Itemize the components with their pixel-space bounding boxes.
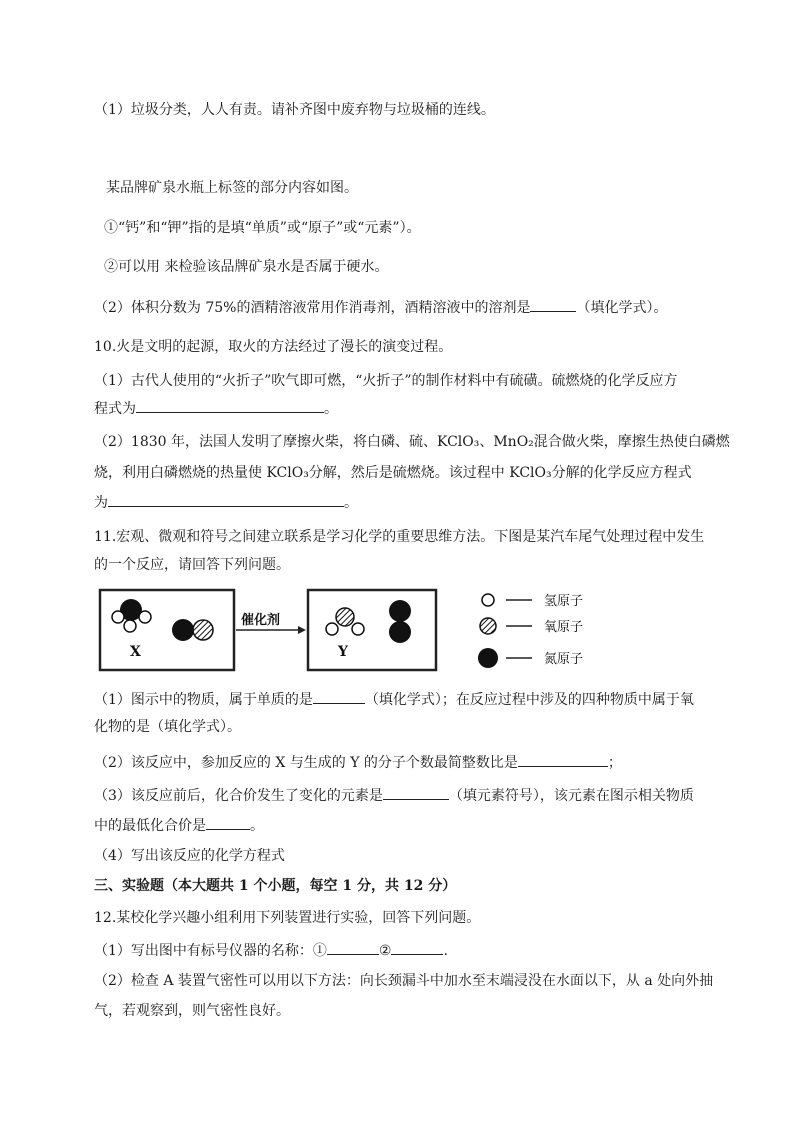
q10-part2-line3 <box>94 492 714 513</box>
q11-part2 <box>94 752 714 773</box>
answer-blank[interactable] <box>136 398 324 413</box>
box-label-y: Y <box>338 644 348 660</box>
hydrogen-atom <box>124 620 136 632</box>
reactant-box <box>100 590 234 670</box>
q9-part2-suffix: （填化学式）。 <box>576 300 668 316</box>
q10-part1-end: 。 <box>324 401 338 417</box>
q11-part3-text: （3）该反应前后，化合价发生了变化的元素是 <box>94 788 383 804</box>
q9-sub1: ①“钙”和“钾”指的是填“单质”或“原子”或“元素”）。 <box>104 220 421 236</box>
answer-blank[interactable] <box>383 785 449 800</box>
q10-part1-line1: （1）古代人使用的“火折子”吹气即可燃，“火折子”的制作材料中有硫磺。硫燃烧的化学反应方 <box>94 373 678 389</box>
q11-part3-end: 。 <box>250 818 264 834</box>
nitrogen-atom <box>172 619 194 641</box>
q10-part2-text: 为 <box>94 495 108 511</box>
hydrogen-atom <box>112 611 124 623</box>
answer-blank[interactable] <box>391 940 443 955</box>
arrow-head <box>298 626 306 634</box>
oxygen-atom <box>336 608 354 626</box>
q11-part3-suffix: （填元素符号），该元素在图示相关物质 <box>448 788 694 804</box>
q12-part2-line1: （2）检查 A 装置气密性可以用以下方法：向长颈漏斗中加水至末端浸没在水面以下，从 a 处向外抽 <box>94 973 714 989</box>
answer-blank[interactable] <box>327 940 379 955</box>
section-heading: 三、实验题（本大题共 1 个小题，每空 1 分，共 12 分） <box>94 878 457 894</box>
answer-blank[interactable] <box>108 492 344 507</box>
hydrogen-atom <box>326 623 338 635</box>
q12-stem: 12.某校化学兴趣小组利用下列装置进行实验，回答下列问题。 <box>94 910 481 926</box>
q9-part1: （1）垃圾分类，人人有责。请补齐图中废弃物与垃圾桶的连线。 <box>94 102 495 118</box>
q11-part1-suffix: （填化学式）；在反应过程中涉及的四种物质中属于氧 <box>364 692 694 708</box>
legend-hydrogen-icon <box>482 594 494 606</box>
q11-part1-text: （1）图示中的物质，属于单质的是 <box>94 692 313 708</box>
q11-part4: （4）写出该反应的化学方程式 <box>94 848 285 864</box>
answer-blank[interactable] <box>206 815 250 830</box>
q11-part3-text2: 中的最低化合价是 <box>94 818 206 834</box>
answer-blank[interactable] <box>530 297 576 312</box>
q11-part2-text: （2）该反应中，参加反应的 X 与生成的 Y 的分子个数最简整数比是 <box>94 755 518 771</box>
answer-blank[interactable] <box>313 689 365 704</box>
catalyst-label: 催化剂 <box>241 613 281 628</box>
q10-part2-line2: 烧，利用白磷燃烧的热量使 KClO₃分解，然后是硫燃烧。该过程中 KClO₃分解的化学反应方程式 <box>94 465 692 481</box>
q11-stem-line1: 11.宏观、微观和符号之间建立联系是学习化学的重要思维方法。下图是某汽车尾气处理过程中发生 <box>94 529 705 545</box>
q9-label-intro: 某品牌矿泉水瓶上标签的部分内容如图。 <box>106 180 358 196</box>
q12-part1-end: . <box>443 943 448 959</box>
q10-part1-text: 程式为 <box>94 401 136 417</box>
q12-part1 <box>94 940 714 961</box>
hydrogen-atom <box>352 623 364 635</box>
answer-blank[interactable] <box>518 752 608 767</box>
q9-part2-text: （2）体积分数为 75%的酒精溶液常用作消毒剂，酒精溶液中的溶剂是 <box>94 300 531 316</box>
q10-part2-line1: （2）1830 年，法国人发明了摩擦火柴，将白磷、硫、KClO₃、MnO₂混合做火柴，摩擦生热使白磷燃 <box>94 434 730 450</box>
q9-part2 <box>94 297 714 318</box>
oxygen-atom <box>193 620 213 640</box>
q12-part1-text: （1）写出图中有标号仪器的名称：① <box>94 943 327 959</box>
q11-part1-line2: 化物的是（填化学式）。 <box>94 719 241 735</box>
legend-nitrogen-label: 氮原子 <box>544 652 584 667</box>
q10-stem: 10.火是文明的起源，取火的方法经过了漫长的演变过程。 <box>94 339 453 355</box>
legend-nitrogen-icon <box>478 648 498 668</box>
legend-hydrogen-label: 氢原子 <box>544 594 584 609</box>
q11-part3-line2 <box>94 815 714 836</box>
q11-part3-line1 <box>94 785 714 806</box>
q12-part1-mark2: ② <box>378 943 392 959</box>
nitrogen-atom <box>389 621 411 643</box>
q11-part1-line1 <box>94 689 714 710</box>
q12-part2-line2: 气，若观察到，则气密性良好。 <box>94 1003 290 1019</box>
legend-oxygen-label: 氧原子 <box>544 620 584 635</box>
q9-sub2: ②可以用 来检验该品牌矿泉水是否属于硬水。 <box>104 259 389 275</box>
box-label-x: X <box>130 644 141 660</box>
nitrogen-atom <box>389 600 411 622</box>
q11-part2-end: ； <box>607 755 622 771</box>
reaction-diagram <box>96 586 616 674</box>
legend-oxygen-icon <box>480 618 496 634</box>
q10-part2-end: 。 <box>344 495 358 511</box>
q10-part1-line2 <box>94 398 714 419</box>
q11-stem-line2: 的一个反应，请回答下列问题。 <box>94 557 290 573</box>
hydrogen-atom <box>139 611 151 623</box>
